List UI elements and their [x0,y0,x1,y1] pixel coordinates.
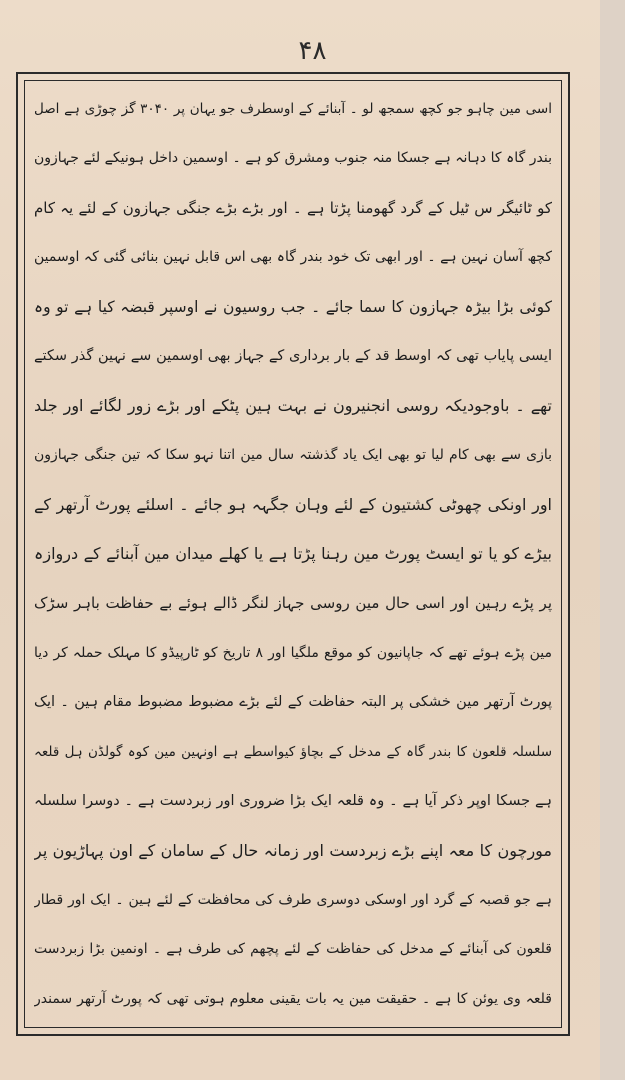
text-line: قلعہ وی یوئن کا ہے ۔ حقیقت مین یہ بات یقینی معلوم ہوتی تھی کہ پورٹ آرتھر سمندر [34,990,552,1007]
text-line: ہے جسکا اوپر ذکر آیا ہے ۔ وہ قلعہ ایک بڑا ضروری اور زبردست ہے ۔ دوسرا سلسلہ [34,793,552,810]
text-line: ہے جو قصبہ کے گرد اور اوسکی دوسری طرف کی محافظت کے لئے ہین ۔ ایک اور قطار [34,892,552,908]
text-line: کچھ آسان نہین ہے ۔ اور ابھی تک خود بندر گاہ بھی اس قابل نہین بنائی گئی کہ اوسمین [34,249,552,266]
text-line: سلسلہ قلعون کا بندر گاہ کے مدخل کے بچاؤ کیواسطے ہے اونہین مین کوہ گولڈن ہل قلعہ [34,743,552,760]
text-line: تھے ۔ باوجودیکہ روسی انجنیرون نے بہت ہین پٹکے اور بڑے زور لگائے اور جلد [34,395,552,415]
text-line: کوئی بڑا بیڑہ جہازون کا سما جائے ۔ جب روسیون نے اوسپر قبضہ کیا ہے تو وہ [34,297,552,316]
text-line: بندر گاہ کا دہانہ ہے جسکا منہ جنوب ومشرق کو ہے ۔ اوسمین داخل ہونیکے لئے جہازون [34,150,552,167]
text-line: مورچون کا معہ اپنے بڑے زبردست اور زمانہ حال کے سامان کے اون پہاڑیون پر [34,840,552,860]
text-line: پورٹ آرتھر مین خشکی پر البتہ حفاظت کے لئے بڑے مضبوط مضبوط مقام ہین ۔ ایک [34,694,552,711]
page-number: ۴۸ [298,36,327,66]
text-line: اور اونکی چھوٹی کشتیون کے لئے وہان جگہہ ہو جائے ۔ اسلئے پورٹ آرتھر کے [34,494,552,514]
text-line: اسی مین چاہو جو کچھ سمجھ لو ۔ آبنائے کے اوسطرف جو یہان پر ۳۰۴۰ گز چوڑی ہے اصل [34,101,552,117]
text-line: قلعون کی آبنائے کے مدخل کی حفاظت کے لئے پچھم کی طرف ہے ۔ اونمین بڑا زبردست [34,941,552,958]
urdu-text-body [34,86,552,1022]
text-line: بیڑے کو یا تو ایسٹ پورٹ مین رہنا پڑتا ہے یا کھلے میدان مین آبنائے کے دروازہ [34,543,552,563]
text-line: ایسی پایاب تھی کہ اوسط قد کے بار برداری کے جہاز بھی اوسمین سے نہین گذر سکتے [34,348,552,365]
text-line: پر پڑے رہین اور اسی حال مین روسی جہاز لنگر ڈالے ہوئے بے حفاظت باہر سڑک [34,594,552,613]
text-line: بازی سے بھی کام لیا تو بھی ایک یاد گذشتہ سال مین اتنا نہو سکا کہ تین جنگی جہازون [34,447,552,464]
page-edge [600,0,625,1080]
text-line: کو ٹائیگر س ٹیل کے گرد گھومنا پڑتا ہے ۔ اور بڑے بڑے جنگی جہازون کے لئے یہ کام [34,198,552,217]
text-line: مین پڑے ہوئے تھے کہ جاپانیون کو موقع ملگیا اور ۸ تاریخ کو ٹارپیڈو کا مہلک حملہ کر دیا [34,644,552,661]
